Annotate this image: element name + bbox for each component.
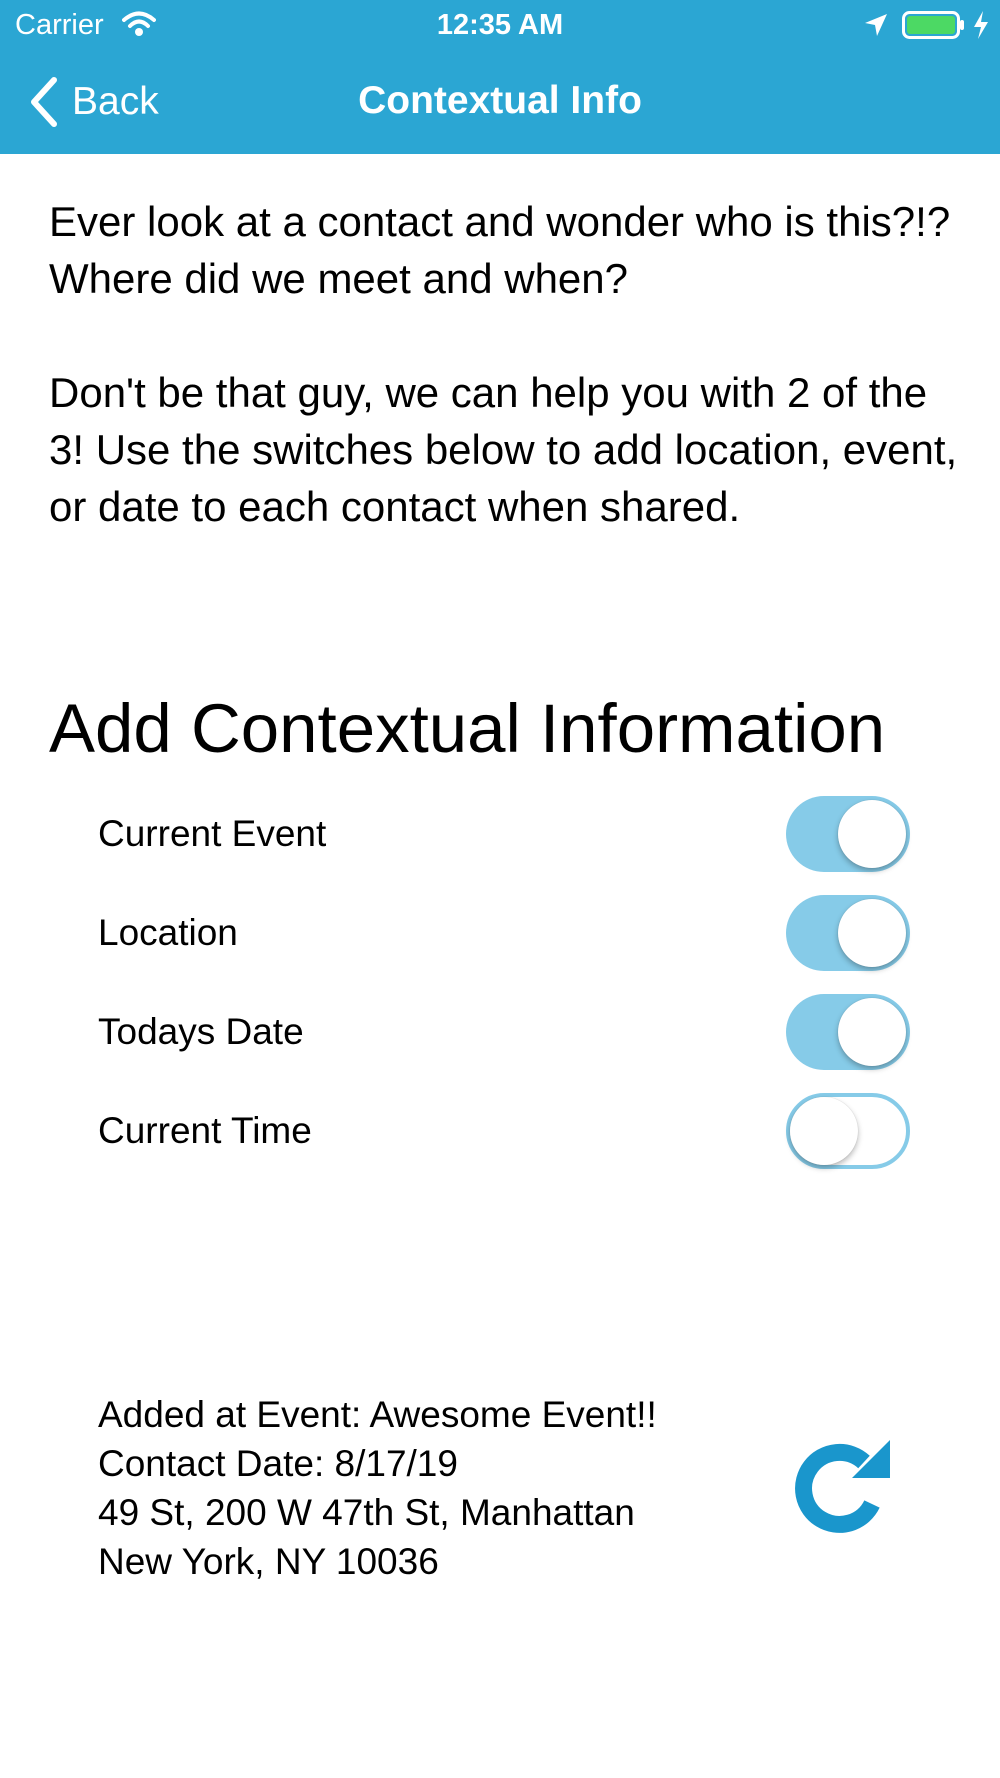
- toggle-row-todays-date: [98, 992, 910, 1072]
- toggle-label-todays-date: Todays Date: [98, 1011, 304, 1052]
- info-line-city: New York, NY 10036: [98, 1541, 439, 1582]
- page-title: Contextual Info: [358, 79, 642, 122]
- charging-icon: [971, 9, 991, 41]
- toggle-label-current-event: Current Event: [98, 813, 327, 854]
- info-line-address: 49 St, 200 W 47th St, Manhattan: [98, 1492, 635, 1533]
- intro-text: [49, 193, 969, 592]
- status-time: 12:35 AM: [436, 9, 564, 41]
- toggle-row-current-time: [98, 1091, 910, 1171]
- toggle-row-current-event: [98, 794, 910, 874]
- switch-knob: [838, 998, 906, 1066]
- refresh-icon[interactable]: [786, 1432, 896, 1542]
- back-label: Back: [72, 80, 159, 123]
- toggle-row-location: [98, 893, 910, 973]
- current-time-switch[interactable]: [786, 1093, 910, 1169]
- intro-paragraph-1: Ever look at a contact and wonder who is this?!? Where did we meet and when?: [49, 198, 951, 302]
- top-bar: [0, 0, 1000, 154]
- section-heading: Add Contextual Information: [49, 690, 886, 767]
- info-line-event: Added at Event: Awesome Event!!: [98, 1394, 657, 1435]
- toggle-label-location: Location: [98, 912, 238, 953]
- carrier-label: Carrier: [15, 9, 104, 41]
- toggle-label-current-time: Current Time: [98, 1110, 312, 1151]
- location-switch[interactable]: [786, 895, 910, 971]
- info-line-date: Contact Date: 8/17/19: [98, 1443, 458, 1484]
- switch-knob: [790, 1097, 858, 1165]
- current-event-switch[interactable]: [786, 796, 910, 872]
- todays-date-switch[interactable]: [786, 994, 910, 1070]
- location-arrow-icon: [863, 12, 889, 38]
- switch-knob: [838, 800, 906, 868]
- intro-paragraph-2: Don't be that guy, we can help you with 2 of the 3! Use the switches below to add location, event, or date to each contact when shared.: [49, 369, 958, 530]
- switch-knob: [838, 899, 906, 967]
- contextual-info-summary: [98, 1390, 758, 1586]
- battery-icon: [902, 9, 966, 41]
